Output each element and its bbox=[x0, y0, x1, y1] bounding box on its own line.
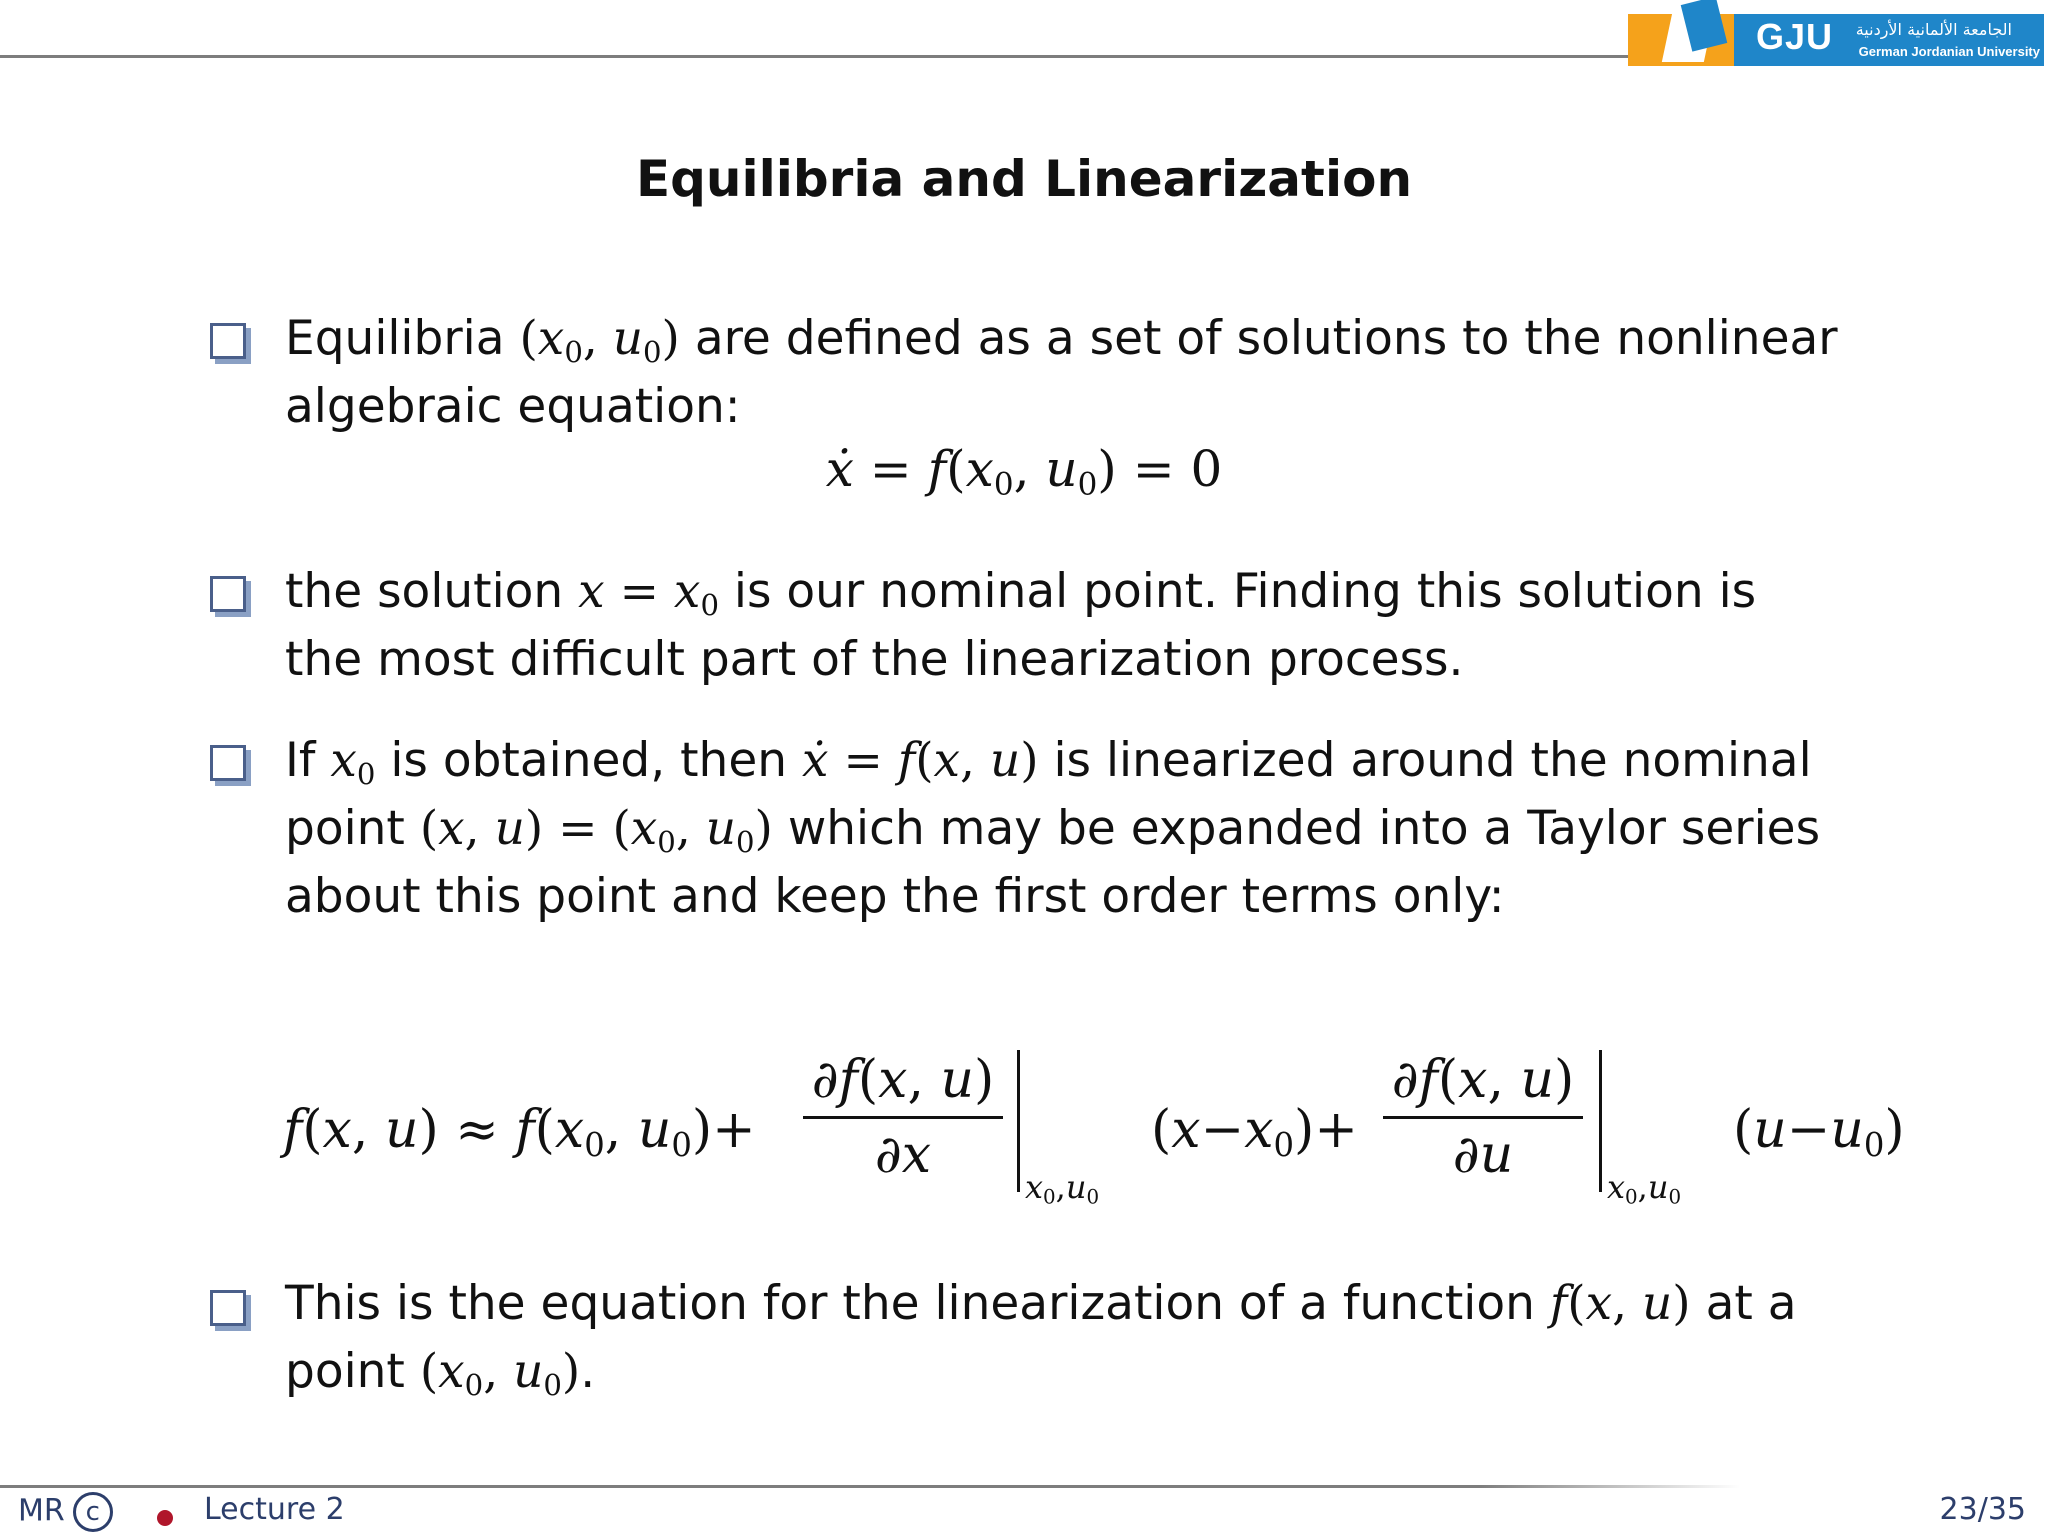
bullet-3-text-e: which may be expanded into a Taylor series bbox=[772, 801, 1821, 856]
evaluation-point-u: $x_0,u_0$ bbox=[1607, 1168, 1682, 1209]
bullet-4-text-d: . bbox=[580, 1344, 596, 1399]
taylor-term-x: $(x-x_0)+$ bbox=[1151, 1100, 1358, 1165]
bullet-box-icon bbox=[210, 745, 246, 781]
bullet-3-text-a: If bbox=[285, 733, 331, 788]
footer-author bbox=[18, 1492, 113, 1532]
taylor-lhs: f(x, $u) \approx f(x_0$, $u_0)+$ bbox=[283, 1100, 756, 1165]
bullet-4: This is the equation for the linearization of a function f(x, u) at a point ($x_0$, $u_0$). bbox=[285, 1276, 1797, 1403]
bullet-3-text-b: is obtained, then bbox=[375, 733, 802, 788]
evaluation-bar bbox=[1017, 1050, 1020, 1192]
taylor-expansion-equation bbox=[283, 1050, 1903, 1220]
bullet-2-text-c: the most difficult part of the linearization process. bbox=[285, 632, 1464, 687]
bullet-4-text-a: This is the equation for the linearization of a function bbox=[285, 1276, 1550, 1331]
bullet-box-icon bbox=[210, 576, 246, 612]
equilibrium-equation: ẋ = $f(x_0$, $u_0) = 0$ bbox=[825, 440, 1223, 503]
bullet-1: Equilibria ($x_0$, $u_0$) are defined as a set of solutions to the nonlinear algebraic equation: bbox=[285, 311, 1838, 434]
university-logo bbox=[1628, 0, 2048, 68]
bullet-1-text-a: Equilibria bbox=[285, 311, 520, 366]
partial-derivative-u: ∂f(x, u) ∂u bbox=[1383, 1050, 1583, 1185]
page-number: 23/35 bbox=[1939, 1492, 2026, 1527]
logo-university-name: German Jordanian University bbox=[1858, 44, 2040, 59]
evaluation-bar bbox=[1599, 1050, 1602, 1192]
bullet-2-text-b: is our nominal point. Finding this solution is bbox=[718, 564, 1757, 619]
bullet-4-text-c: point bbox=[285, 1344, 420, 1399]
footer-rule bbox=[0, 1485, 1740, 1488]
bullet-2-text-a: the solution bbox=[285, 564, 579, 619]
bullet-3-text-d: point bbox=[285, 801, 420, 856]
logo-text: GJU bbox=[1756, 16, 1834, 57]
bullet-4-text-b: at a bbox=[1690, 1276, 1797, 1331]
footer-lecture: Lecture 2 bbox=[204, 1492, 345, 1527]
bullet-3-text-c: is linearized around the nominal bbox=[1038, 733, 1812, 788]
bullet-1-text-c: algebraic equation: bbox=[285, 379, 741, 434]
evaluation-point-x: $x_0,u_0$ bbox=[1025, 1168, 1100, 1209]
logo-arabic-text: الجامعة الألمانية الأردنية bbox=[1855, 20, 2012, 39]
footer-separator-dot bbox=[157, 1510, 173, 1526]
header-rule bbox=[0, 55, 1640, 58]
taylor-term-u: $(u-u_0)$ bbox=[1733, 1100, 1905, 1165]
bullet-3: If $x_0$ is obtained, then ẋ = f(x, u) is linearized around the nominal point (x, $u) = (x_0$, $u_0$) which may be expanded into a Taylor series about this point and keep the first order terms only: bbox=[285, 733, 1821, 924]
slide-title: Equilibria and Linearization bbox=[635, 150, 1413, 208]
copyright-icon: c bbox=[73, 1492, 113, 1532]
bullet-1-text-b: are defined as a set of solutions to the nonlinear bbox=[679, 311, 1838, 366]
bullet-3-text-f: about this point and keep the first order terms only: bbox=[285, 869, 1505, 924]
bullet-box-icon bbox=[210, 1290, 246, 1326]
author-initials: MR bbox=[18, 1493, 65, 1529]
bullet-box-icon bbox=[210, 323, 246, 359]
bullet-2: the solution $x = x_0$ is our nominal point. Finding this solution is the most difficult part of the linearization process. bbox=[285, 564, 1757, 687]
partial-derivative-x: ∂f(x, u) ∂x bbox=[803, 1050, 1003, 1185]
